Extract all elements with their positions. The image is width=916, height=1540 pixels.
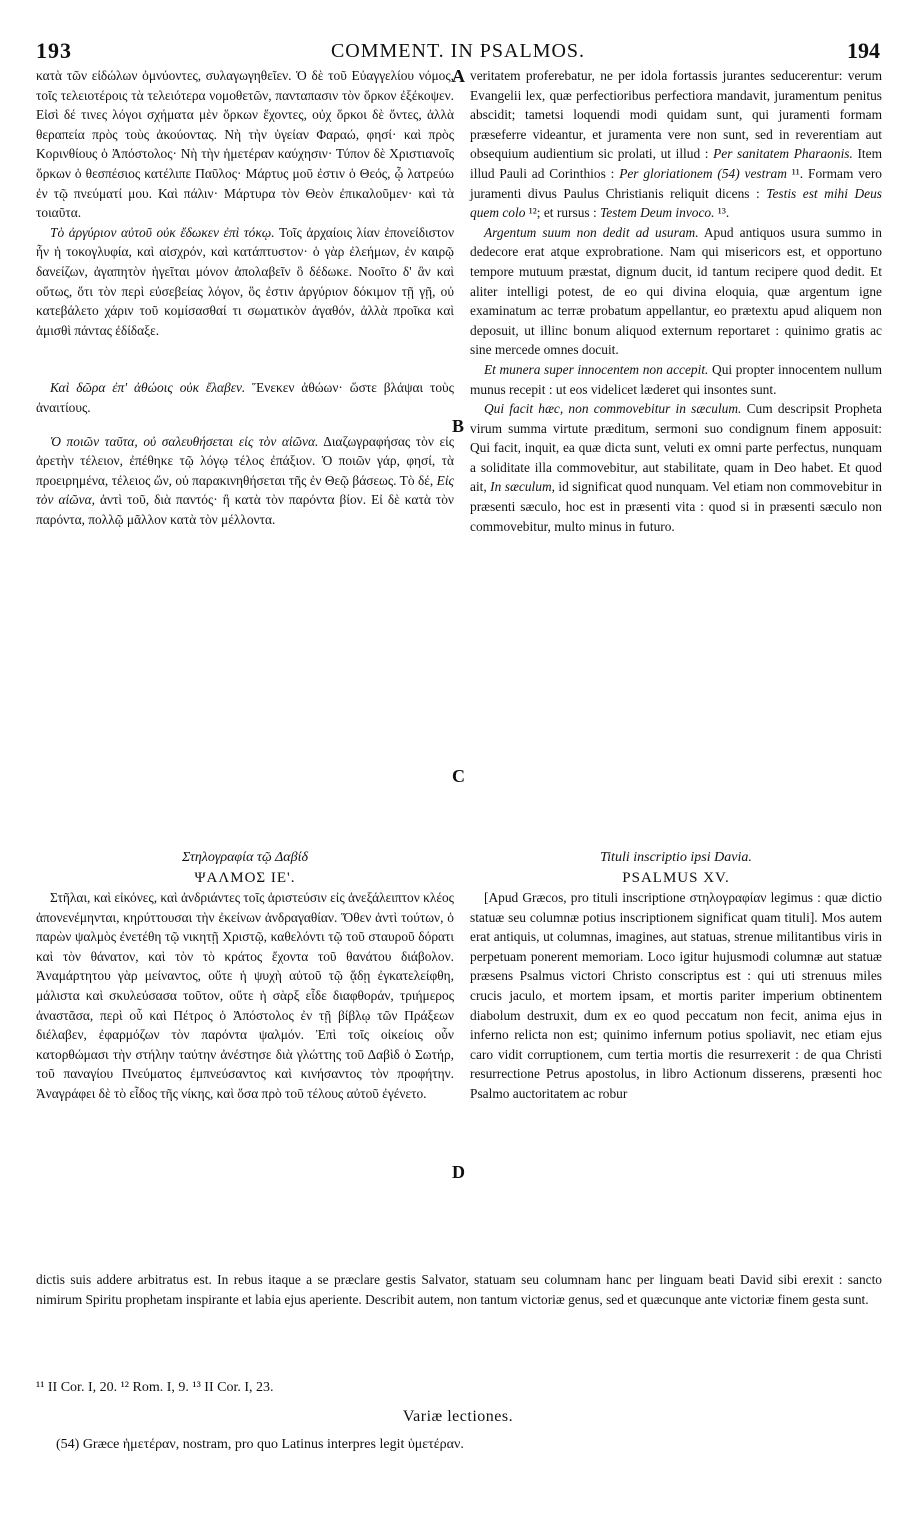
psalm-section-greek <box>36 848 454 1104</box>
greek-paragraph <box>36 432 454 530</box>
margin-mark-d: D <box>452 1162 465 1182</box>
paragraph-text: ¹²; et rursus : <box>525 205 601 221</box>
italic-phrase: In sæculum, <box>490 479 555 495</box>
italic-phrase: Testem Deum invoco. <box>600 205 715 221</box>
variae-lectiones-note: (54) Græce ἡμετέραν, nostram, pro quo Latinus interpres legit ὑμετέραν. <box>56 1437 464 1452</box>
paragraph-text: Apud antiquos usura summo in dedecore erat atque exprobratione. Nam qui misericors est, et opportuno tempore mutuum præstat, dignum ducit, id tantum recipere quod dedit. Et aliter intelligi potest, de eo qui divina eloquia, quæ argentum igne examinatum ac terræ probatum appellantur, eo prætextu apud aliquem non deposuit, ut illinc bonum aliquod externum reportaret : quinimo gratis ac sine mercede omnes docuit. <box>470 224 882 358</box>
paragraph-text: Διαζωγραφήσας τὸν εἰς ἀρετὴν τέλειον, ἐπέθηκε τῷ λόγῳ τέλος ἐπάξιον. Ὁ ποιῶν γάρ, φησί, τὰ προειρημένα, τέλειος ὤν, οὐ παρακινηθήσεται τῆς ἐν Θεῷ βάσεως. Τὸ δέ, <box>36 433 454 488</box>
greek-paragraph: Στῆλαι, καὶ εἰκόνες, καὶ ἀνδριάντες τοῖς ἀριστεύσιν εἰς ἀνεξάλειπτον κλέος ἀπονενέμηνται, κηρύττουσαι τὴν ἐκείνων ἀνδραγαθίαν. Ὅθεν ἀντὶ τούτων, ὁ παρὼν ψαλμὸς ἐνετέθη τῷ νικητῇ Χριστῷ, καθελόντι τῷ τοῦ σταυροῦ δόρατι καὶ τὸν θάνατον, καὶ τὸν τὸ κράτος ἔχοντα τοῦ θανάτου διάβολον. Ἀναμάρτητου γὰρ μείναντος, οὔτε ἡ ψυχὴ αὐτοῦ τῷ ᾅδῃ ἐγκατελείφθη, μάλιστα καὶ σκυλεύσασα τοῦτον, οὔτε ἡ σὰρξ εἶδε διαφθοράν, τριήμερος ἀναστᾶσα, περὶ οὗ καὶ Πέτρος ὁ Ἀπόστολος ἐν τῇ βίβλῳ τῶν Πράξεων διέλαβεν, ἐφαρμόζων τὸν παρόντα ψαλμόν. Ἐπὶ τοῖς οἰκείοις οὖν κατορθώμασι τὴν στήλην ταύτην ἀνέστησε διὰ γλώττης τοῦ Δαβὶδ ὁ Σωτήρ, τοῦ παναγίου Πνεύματος ἐμπνεύσαντος καὶ κινήσαντος τὸν προφήτην. Ἀναγράφει δὲ τὸ εἶδος τῆς νίκης, καὶ ὅσα πρὸ τοῦ τέλους αὐτοῦ ἐγένετο. <box>36 890 454 1101</box>
paragraph-text: Item illud Pauli ad Corinthios : <box>470 146 883 181</box>
latin-paragraph <box>470 399 882 536</box>
italic-phrase: Per sanitatem Pharaonis. <box>713 146 853 162</box>
psalm-section-latin <box>470 848 882 1104</box>
full-width-continuation: dictis suis addere arbitratus est. In rebus itaque a se præclare gestis Salvator, statuam seu columnam hanc per linguam beati David sibi erexit : sancto nimirum Spiritu prophetam inspirante et labia ejus aperiente. Describit autem, non tantum victoriæ genus, sed et quæcunque ante victoriæ finem gesta sunt. <box>36 1272 882 1307</box>
page-header <box>36 38 880 68</box>
left-column <box>36 66 454 529</box>
margin-mark-a: A <box>452 66 465 86</box>
paragraph-text: id significat quod nunquam. Vel etiam non commovebitur in præsenti sæculo, hoc est in præsenti vita : quod si in præsenti sæculo non commovebitur, multo minus in futuro. <box>470 479 882 534</box>
paragraph-text: ¹³. <box>714 205 730 221</box>
section-title: Στηλογραφία τῷ Δαβίδ <box>181 850 308 865</box>
italic-phrase: Εἰς τὸν αἰῶνα, <box>36 472 454 508</box>
latin-paragraph <box>470 360 882 399</box>
paragraph-text: ¹¹. Formam vero juramenti divus Paulus Christianis reliquit dicens : <box>470 165 883 201</box>
psalm-heading: ΨΑΛΜΟΣ ΙΕ'. <box>194 870 296 886</box>
greek-paragraph <box>36 223 454 341</box>
italic-phrase: Testis est mihi Deus quem colo <box>470 185 883 221</box>
paragraph-text: Qui propter innocentem nullum munus recepit : ut eos videlicet læderet qui insontes sunt. <box>470 361 883 397</box>
paragraph-text: veritatem proferebatur, ne per idola fortassis jurantes seducerentur: verum Evangelii lex, quæ perfectioribus perfectiora mandavit, juramentum penitus abscidit; tametsi loquendi modi quidam sunt, qui juramenti formam præseferre videantur, et juramenta vere non sunt, sed in reverentiam aut obsequium audientium sic prolati, ut illud : <box>470 68 882 162</box>
lemma: Καὶ δῶρα ἐπ' ἀθώοις οὐκ ἔλαβεν. <box>50 380 246 396</box>
paragraph-text: Cum descripsit Propheta virum summa virtute præditum, sermoni suo condignum finem apposuit: Qui facit, inquit, ea quæ dicta sunt, veluti ex omni parte perfectus, nunquam a soliditate illa commovebitur, aut stabilitate, quam in Deo habet. Et quod ait, <box>470 401 882 495</box>
greek-paragraph: κατὰ τῶν εἰδώλων ὀμνύοντες, συλαγωγηθεῖεν. Ὁ δὲ τοῦ Εὐαγγελίου νόμος, τοῖς τελειοτέροις τὰ τελειότερα νομοθετῶν, πανταπασιν τὸν ὅρκον ἐξέκοψεν. Εἰσὶ δέ τινες λόγοι σχήματα μὲν ὅρκων ἔχοντες, οὐχ ὅρκοι δὲ ὄντες, ἀλλὰ θεραπεία πρὸς τοὺς ἀκούοντας. Νὴ τὴν ὑγείαν Φαραώ, φησί· καὶ πρὸς Κορινθίους ὁ Ἀπόστολος· Νὴ τὴν ἡμετέραν καύχησιν· Τύπον δὲ Χριστιανοῖς ὅρκων ὁ θεσπέσιος κατέλιπε Παῦλος· Μάρτυς μοῦ ἐστιν ὁ Θεός, ᾧ λατρεύω ἐν τῷ πνεύματί μου. Καὶ πάλιν· Μάρτυρα τὸν Θεὸν ἐπικαλοῦμεν· καὶ τὰ τοιαῦτα. <box>36 68 454 221</box>
lemma: Τὸ ἀργύριον αὐτοῦ οὐκ ἔδωκεν ἐπὶ τόκῳ. <box>50 224 275 240</box>
page-number-left: 193 <box>36 38 72 63</box>
paragraph-text: Τοῖς ἀρχαίοις λίαν ἐπονείδιστον ἦν ἡ τοκογλυφία, καὶ αἰσχρόν, καὶ κατάπτυστον· ὁ γὰρ ἐλεήμων, ἐν καιρῷ δανείζων, ἀγαπητὸν ἡγεῖται μόνον ἀπολαβεῖν ὃ δέδωκε. Νοοῖτο δ' ἂν καὶ οὕτως, ὅτι τὸν περὶ εὐσεβείας λόγον, ὃς ἐστιν ἀργύριον δόκιμον τῇ γῇ, οὐ κατεβάλετο χάριν τοῦ κομίσασθαί τι σωματικὸν ἀγαθόν, ἀλλὰ προῖκα καὶ ἀμισθὶ πάντας ἐδίδαξε. <box>36 224 455 338</box>
lemma: Qui facit hæc, non commovebitur in sæculum. <box>484 401 742 417</box>
right-column <box>470 66 882 536</box>
greek-paragraph <box>36 378 454 417</box>
paragraph-text: Ἕνεκεν ἀθώων· ὥστε βλάψαι τοὺς ἀναιτίους. <box>36 380 454 415</box>
margin-mark-b: B <box>452 416 465 436</box>
lemma: Argentum suum non dedit ad usuram. <box>484 224 699 240</box>
paragraph-text: ἀντὶ τοῦ, διὰ παντός· ἢ κατὰ τὸν παρόντα βίον. Εἰ δὲ κατὰ τὸν παρόντα, πολλῷ μᾶλλον κατὰ τὸν μέλλοντα. <box>36 492 454 527</box>
section-title: Tituli inscriptio ipsi Davia. <box>600 850 752 865</box>
page-number-right: 194 <box>847 38 880 63</box>
latin-paragraph <box>470 223 882 360</box>
variae-lectiones-title: Variæ lectiones. <box>402 1408 514 1425</box>
margin-mark-c: C <box>452 766 465 786</box>
lemma: Ὁ ποιῶν ταῦτα, οὐ σαλευθήσεται εἰς τὸν αἰῶνα. <box>50 433 319 449</box>
running-title: COMMENT. IN PSALMOS. <box>330 40 586 62</box>
psalm-heading: PSALMUS XV. <box>622 870 730 886</box>
latin-paragraph <box>470 66 882 223</box>
italic-phrase: Per gloriationem (54) vestram <box>619 165 787 181</box>
latin-paragraph: [Apud Græcos, pro tituli inscriptione στηλογραφίαν legimus : quæ dictio statuæ seu columnæ potius inscriptionem significat quam tituli]. Mos autem erat antiquis, ut columnas, imagines, aut statuas, strenue militantibus viris in perpetuam ponerent memoriam. Loco igitur hujusmodi columnæ aut statuæ præsens Psalmus victori Christo conscriptus est : qui uti strenuus miles crucis jaculo, et mortem ipsam, et mortis pariter imperium obtinentem diabolum destruxit, dum ex eo quod peccatum non fecit, anima ejus in inferno relicta non est; quinimo infernum potius spoliavit, nec etiam ejus caro vidit corruptionem, cum tertia mortis die resurrexerit : de qua Christi resurrectione Petrus apostolus, in libro Actionum disserens, præsenti hoc Psalmo auctoritatem ac robur <box>470 890 882 1101</box>
footnotes: ¹¹ II Cor. I, 20. ¹² Rom. I, 9. ¹³ II Cor. I, 23. <box>36 1380 274 1395</box>
lemma: Et munera super innocentem non accepit. <box>484 361 709 377</box>
